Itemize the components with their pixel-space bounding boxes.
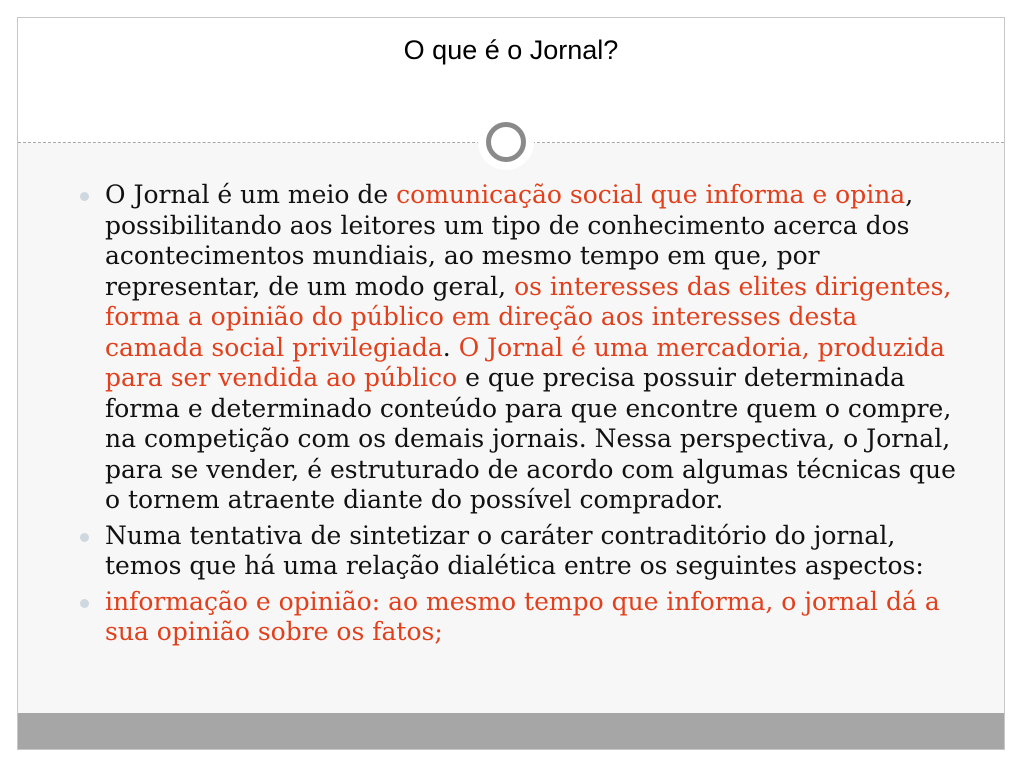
footer-bar <box>18 713 1004 749</box>
bullet-dot-icon <box>80 599 89 608</box>
bullet-1-text-2: , possibilitando aos leitores um tipo de conhecimento acerca dos acontecimentos mundiais, ao mesmo tempo em que, por representar, de um modo geral, <box>105 180 914 301</box>
bullet-1-highlight-3: O Jornal é uma mercadoria, produzida para ser vendida ao público <box>105 332 945 392</box>
bullet-item-1 <box>78 180 958 516</box>
bullet-1-text-4: e que precisa possuir determinada forma e determinado conteúdo para que encontre quem o compre, na competição com os demais jornais. Nessa perspectiva, o Jornal, para se vender, é estruturado de acordo com algumas técnicas que o tornem atraente diante do possível comprador. <box>105 363 956 514</box>
slide <box>17 17 1005 750</box>
slide-title: O que é o Jornal? <box>403 35 619 65</box>
bullet-item-2 <box>78 521 958 582</box>
bullet-1-highlight-2: os interesses das elites dirigentes, forma a opinião do público em direção aos interesses desta camada social privilegiada <box>105 271 952 362</box>
bullet-1-text-3: . <box>442 332 459 362</box>
bullet-dot-icon <box>80 533 89 542</box>
bullet-list <box>78 180 958 648</box>
bullet-dot-icon <box>80 192 89 201</box>
bullet-1-text-1: O Jornal é um meio de <box>105 180 397 209</box>
bullet-1-highlight-1: comunicação social que informa e opina <box>396 180 906 209</box>
bullet-2-text: Numa tentativa de sintetizar o caráter contraditório do jornal, temos que há uma relação dialética entre os seguintes aspectos: <box>105 520 924 580</box>
bullet-3-highlight: informação e opinião: ao mesmo tempo que informa, o jornal dá a sua opinião sobre os fatos; <box>105 586 940 646</box>
slide-content <box>78 180 958 653</box>
bullet-item-3 <box>78 587 958 648</box>
circle-ornament-icon <box>478 114 534 170</box>
